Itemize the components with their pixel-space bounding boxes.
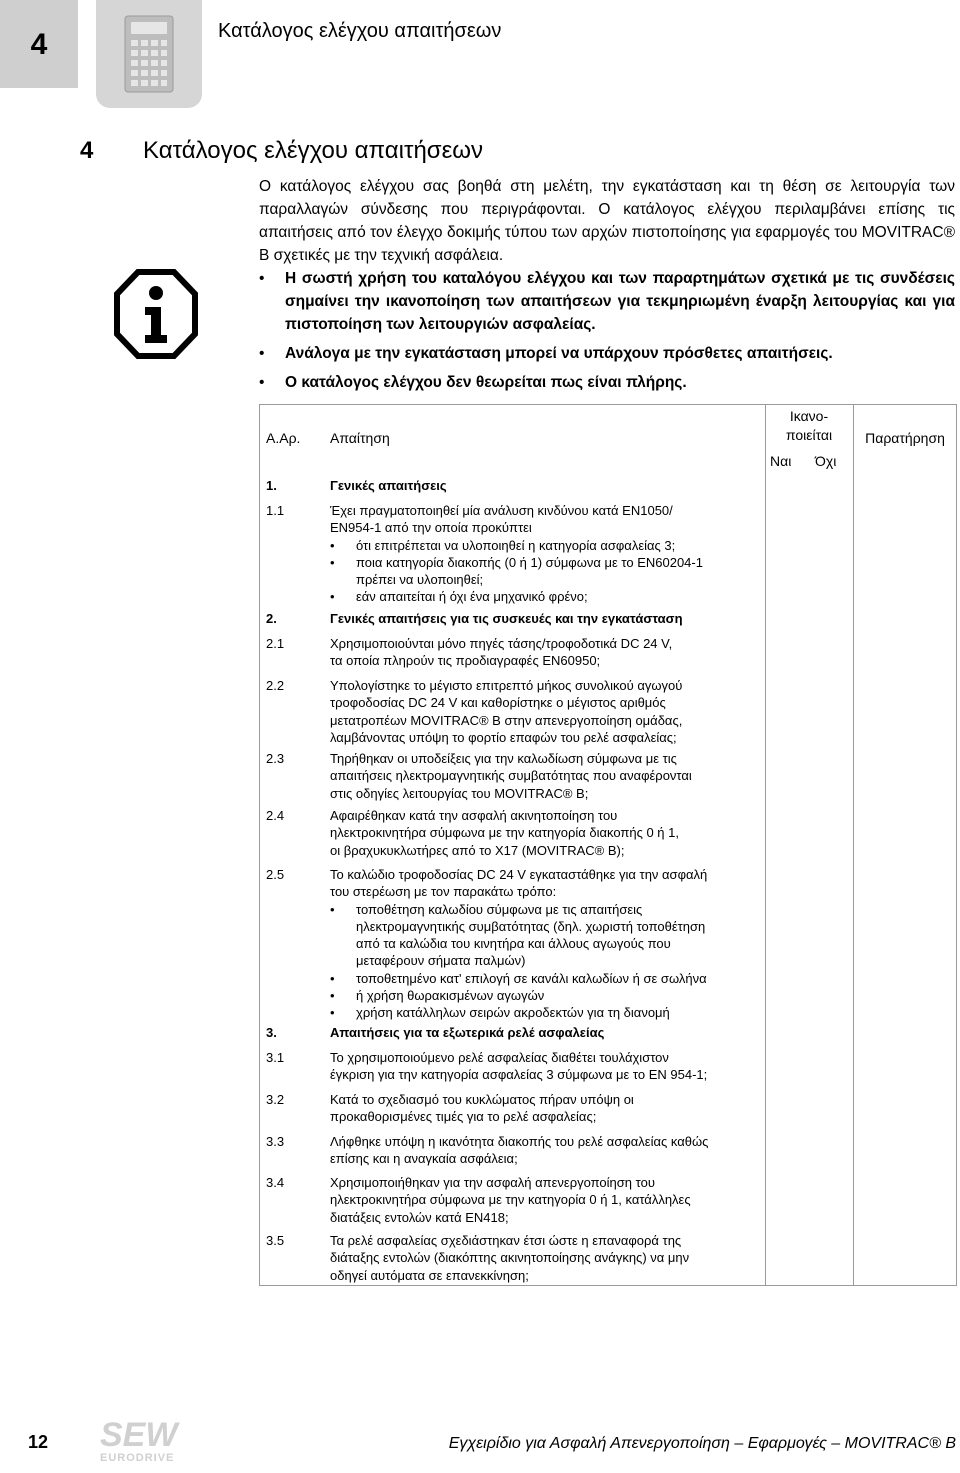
row-number: 2.5 — [266, 867, 285, 882]
col-header-requirement: Απαίτηση — [330, 430, 390, 446]
row-text: Γενικές απαιτήσεις — [330, 478, 447, 493]
row-text — [330, 635, 766, 670]
row-number: 1. — [266, 478, 277, 493]
row-number: 3.1 — [266, 1050, 285, 1065]
section-title: Κατάλογος ελέγχου απαιτήσεων — [143, 137, 484, 164]
row-text — [330, 677, 766, 746]
col-header-no: Όχι — [815, 453, 837, 469]
row-text: Γενικές απαιτήσεις για τις συσκευές και την εγκατάσταση — [330, 611, 683, 626]
row-text — [330, 1133, 766, 1168]
row-line: του στερέωση με τον παρακάτω τρόπο: — [330, 884, 557, 900]
calculator-icon — [96, 0, 202, 108]
row-bullet: • χρήση κατάλληλων σειρών ακροδεκτών για τη διανομή — [330, 1004, 766, 1021]
row-number: 2.1 — [266, 636, 285, 651]
row-number: 2.4 — [266, 808, 285, 823]
info-icon — [114, 269, 198, 359]
row-line: Λήφθηκε υπόψη η ικανότητα διακοπής του ρελέ ασφαλείας καθώς — [330, 1134, 709, 1149]
row-bullet-cont: ηλεκτρομαγνητικής συμβατότητας (δηλ. χωριστή τοποθέτηση — [356, 918, 706, 934]
row-text — [330, 866, 766, 1022]
row-line: ηλεκτροκινητήρα σύμφωνα με την κατηγορία 0 ή 1, κατάλληλες — [330, 1192, 691, 1208]
row-line: λαμβάνοντας υπόψη το φορτίο επαφών του ρελέ ασφαλείας; — [330, 729, 677, 745]
row-line: απαιτήσεις ηλεκτρομαγνητικής συμβατότητας που αναφέρονται — [330, 768, 692, 784]
row-line: μετατροπέων MOVITRAC® B στην απενεργοποίηση ομάδας, — [330, 712, 683, 728]
sew-eurodrive-logo — [100, 1418, 220, 1470]
row-line: EN954-1 από την οποία προκύπτει — [330, 520, 532, 536]
row-line: οδηγεί αυτόματα σε επανεκκίνηση; — [330, 1267, 529, 1283]
row-bullet: • τοποθέτηση καλωδίου σύμφωνα με τις απαιτήσεις — [330, 901, 766, 918]
row-text — [330, 1091, 766, 1126]
col-header-remark: Παρατήρηση — [865, 430, 945, 446]
logo-subtext: EURODRIVE — [100, 1452, 175, 1464]
row-line: Τα ρελέ ασφαλείας σχεδιάστηκαν έτσι ώστε η επαναφορά της — [330, 1233, 682, 1248]
page-number: 12 — [28, 1432, 49, 1452]
row-line: Το χρησιμοποιούμενο ρελέ ασφαλείας διαθέτει τουλάχιστον — [330, 1050, 669, 1065]
row-text — [330, 1049, 766, 1084]
running-title: Κατάλογος ελέγχου απαιτήσεων — [218, 20, 502, 42]
row-line: Τηρήθηκαν οι υποδείξεις για την καλωδίωση σύμφωνα με τις — [330, 751, 677, 766]
chapter-number: 4 — [30, 28, 48, 61]
row-text — [330, 807, 766, 859]
row-number: 3.2 — [266, 1092, 285, 1107]
row-bullet: • ότι επιτρέπεται να υλοποιηθεί η κατηγορία ασφαλείας 3; — [330, 537, 766, 554]
row-bullet: • ή χρήση θωρακισμένων αγωγών — [330, 987, 766, 1004]
row-line: διάταξης εντολών (διακόπτης ακινητοποίησης ανάγκης) να μην — [330, 1250, 690, 1266]
row-line: ηλεκτροκινητήρα σύμφωνα με την κατηγορία διακοπής 0 ή 1, — [330, 825, 679, 841]
note-item: • Η σωστή χρήση του καταλόγου ελέγχου και των παραρτημάτων σχετικά με τις συνδέσεις σημαίνει την ικανοποίηση των απαιτήσεων για τεκμηριωμένη έναρξη λειτουργίας και για πιστοποίηση των λειτουργιών ασφαλείας. — [259, 267, 955, 336]
row-number: 3.3 — [266, 1134, 285, 1149]
row-line: Έχει πραγματοποιηθεί μία ανάλυση κινδύνου κατά EN1050/ — [330, 503, 673, 518]
note-item: • Ανάλογα με την εγκατάσταση μπορεί να υπάρχουν πρόσθετες απαιτήσεις. — [259, 342, 955, 365]
row-text — [330, 1232, 766, 1284]
col-header-yes: Ναι — [770, 453, 792, 469]
row-line: Κατά το σχεδιασμό του κυκλώματος πήραν υπόψη οι — [330, 1092, 634, 1107]
row-line: στις οδηγίες λειτουργίας του MOVITRAC® B; — [330, 785, 589, 801]
document-title: Εγχειρίδιο για Ασφαλή Απενεργοποίηση – Εφαρμογές – MOVITRAC® B — [448, 1435, 956, 1452]
row-bullet-cont: πρέπει να υλοποιηθεί; — [356, 572, 484, 588]
row-bullet-cont: μεταφέρουν σήματα παλμών) — [356, 953, 526, 969]
row-number: 3.5 — [266, 1233, 285, 1248]
col-divider — [853, 405, 854, 1285]
row-line: Χρησιμοποιήθηκαν για την ασφαλή απενεργοποίηση του — [330, 1175, 655, 1190]
row-line: οι βραχυκυκλωτήρες από το X17 (MOVITRAC® B); — [330, 842, 625, 858]
row-text: Απαιτήσεις για τα εξωτερικά ρελέ ασφαλείας — [330, 1025, 605, 1040]
row-line: προκαθορισμένες τιμές για το ρελέ ασφαλείας; — [330, 1109, 597, 1125]
col-header-satisfied-1: Ικανο- — [789, 408, 829, 424]
row-bullet: • εάν απαιτείται ή όχι ένα μηχανικό φρένο; — [330, 588, 766, 605]
row-number: 3.4 — [266, 1175, 285, 1190]
row-line: διατάξεις εντολών κατά EN418; — [330, 1209, 509, 1225]
row-line: επίσης και η αναγκαία ασφάλεια; — [330, 1151, 518, 1167]
row-line: τροφοδοσίας DC 24 V και καθορίστηκε ο μέγιστος αριθμός — [330, 695, 666, 711]
logo-text: SEW — [100, 1416, 178, 1454]
notes-list — [259, 267, 955, 400]
intro-paragraph: Ο κατάλογος ελέγχου σας βοηθά στη μελέτη, την εγκατάσταση και τη θέση σε λειτουργία των παραλλαγών σύνδεσης που περιγράφονται. Ο κατάλογος ελέγχου περιλαμβάνει επίσης τις απαιτήσεις από τον έλεγχο δοκιμής τύπου των αρχών πιστοποίησης για εφαρμογές του MOVITRAC® B σχετικές με την τεχνική ασφάλεια. — [259, 178, 955, 264]
row-number: 3. — [266, 1025, 277, 1040]
row-line: Το καλώδιο τροφοδοσίας DC 24 V εγκαταστάθηκε για την ασφαλή — [330, 867, 708, 882]
row-line: τα οποία πληρούν τις προδιαγραφές EN60950; — [330, 653, 601, 669]
row-number: 1.1 — [266, 503, 285, 518]
row-number: 2.2 — [266, 678, 285, 693]
row-line: Αφαιρέθηκαν κατά την ασφαλή ακινητοποίηση του — [330, 808, 618, 823]
row-text — [330, 502, 766, 606]
row-line: Χρησιμοποιούνται μόνο πηγές τάσης/τροφοδοτικά DC 24 V, — [330, 636, 673, 651]
row-line: έγκριση για την κατηγορία ασφαλείας 3 σύμφωνα με το EN 954-1; — [330, 1067, 708, 1083]
col-header-satisfied-2: ποιείται — [785, 427, 833, 443]
row-bullet-cont: από τα καλώδια του κινητήρα και άλλους αγωγούς που — [356, 936, 671, 952]
row-line: Υπολογίστηκε το μέγιστο επιτρεπτό μήκος συνολικού αγωγού — [330, 678, 683, 693]
row-bullet: • ποια κατηγορία διακοπής (0 ή 1) σύμφωνα με το EN60204-1 — [330, 554, 766, 571]
row-number: 2. — [266, 611, 277, 626]
row-text — [330, 1174, 766, 1226]
row-text — [330, 750, 766, 802]
section-number: 4 — [80, 137, 94, 164]
note-item: • Ο κατάλογος ελέγχου δεν θεωρείται πως είναι πλήρης. — [259, 371, 955, 394]
row-number: 2.3 — [266, 751, 285, 766]
chapter-tab — [0, 0, 78, 88]
row-bullet: • τοποθετημένο κατ' επιλογή σε κανάλι καλωδίων ή σε σωλήνα — [330, 970, 766, 987]
col-header-number: Α.Αρ. — [266, 430, 301, 446]
